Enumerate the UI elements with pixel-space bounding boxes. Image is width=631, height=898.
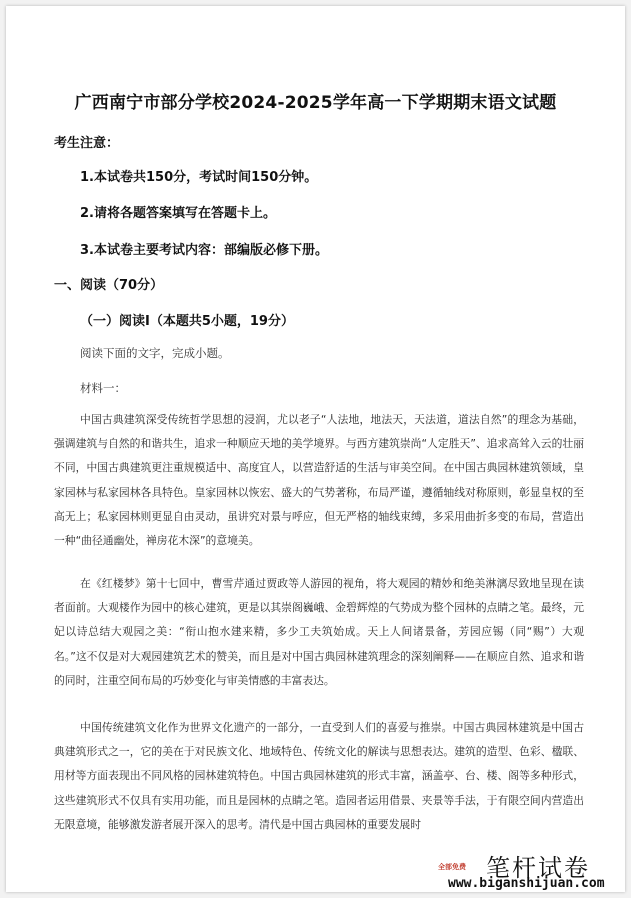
subsection-heading: （一）阅读Ⅰ（本题共5小题，19分） [80,314,294,329]
section-heading: 一、阅读（70分） [54,278,164,293]
material-label: 材料一： [80,381,126,395]
notice-item-1: 1.本试卷共150分，考试时间150分钟。 [80,170,318,185]
notice-heading: 考生注意： [54,136,120,151]
notice-item-2: 2.请将各题答案填写在答题卡上。 [80,206,276,221]
page-title: 广西南宁市部分学校2024-2025学年高一下学期期末语文试题 [74,93,557,113]
document-page [6,6,625,892]
paragraph-2: 在《红楼梦》第十七回中，曹雪芹通过贾政等人游园的视角，将大观园的精妙和绝美淋漓尽致地呈现在读者面前。大观楼作为园中的核心建筑，更是以其崇阁巍峨、金碧辉煌的气势成为整个园林的点睛之笔。最终，元妃以诗总结大观园之美：“衔山抱水建来精，多少工夫筑始成。天上人间诸景备，芳园应锡（同“赐”）大观名。”这不仅是对大观园建筑艺术的赞美，而且是对中国古典园林建筑理念的深刻阐释——在顺应自然、追求和谐的同时，注重空间布局的巧妙变化与审美情感的丰富表达。 [54,577,584,687]
notice-item-3: 3.本试卷主要考试内容：部编版必修下册。 [80,243,328,258]
instruction-text: 阅读下面的文字，完成小题。 [80,346,230,360]
logo-brand: 笔杆试卷 [486,854,590,882]
paragraph-3: 中国传统建筑文化作为世界文化遗产的一部分，一直受到人们的喜爱与推崇。中国古典园林建筑是中国古典建筑形式之一，它的美在于对民族文化、地域特色、传统文化的解读与思想表达。建筑的造型、色彩、楹联、用材等方面表现出不同风格的园林建筑特色。中国古典园林建筑的形式丰富，涵盖亭、台、楼、阁等多种形式，这些建筑形式不仅具有实用功能，而且是园林的点睛之笔。造园者运用借景、夹景等手法，于有限空间内营造出无限意境，能够激发游者展开深入的思考。清代是中国古典园林的重要发展时 [54,721,584,831]
logo-badge: 全部免费 [438,863,466,871]
paragraph-1: 中国古典建筑深受传统哲学思想的浸润，尤以老子“人法地，地法天，天法道，道法自然”的理念为基础，强调建筑与自然的和谐共生，追求一种顺应天地的美学境界。与西方建筑崇尚“人定胜天”、追求高耸入云的壮丽不同，中国古典建筑更注重规模适中、高度宜人，以营造舒适的生活与审美空间。在中国古典园林建筑领域，皇家园林与私家园林各具特色。皇家园林以恢宏、盛大的气势著称，布局严谨，遵循轴线对称原则，彰显皇权的至高无上；私家园林则更显自由灵动，虽讲究对景与呼应，但无严格的轴线束缚，多采用曲折多变的布局，营造出一种“曲径通幽处，禅房花木深”的意境美。 [54,413,584,548]
watermark-logo [438,848,625,892]
logo-url: www.biganshijuan.com [448,876,605,891]
